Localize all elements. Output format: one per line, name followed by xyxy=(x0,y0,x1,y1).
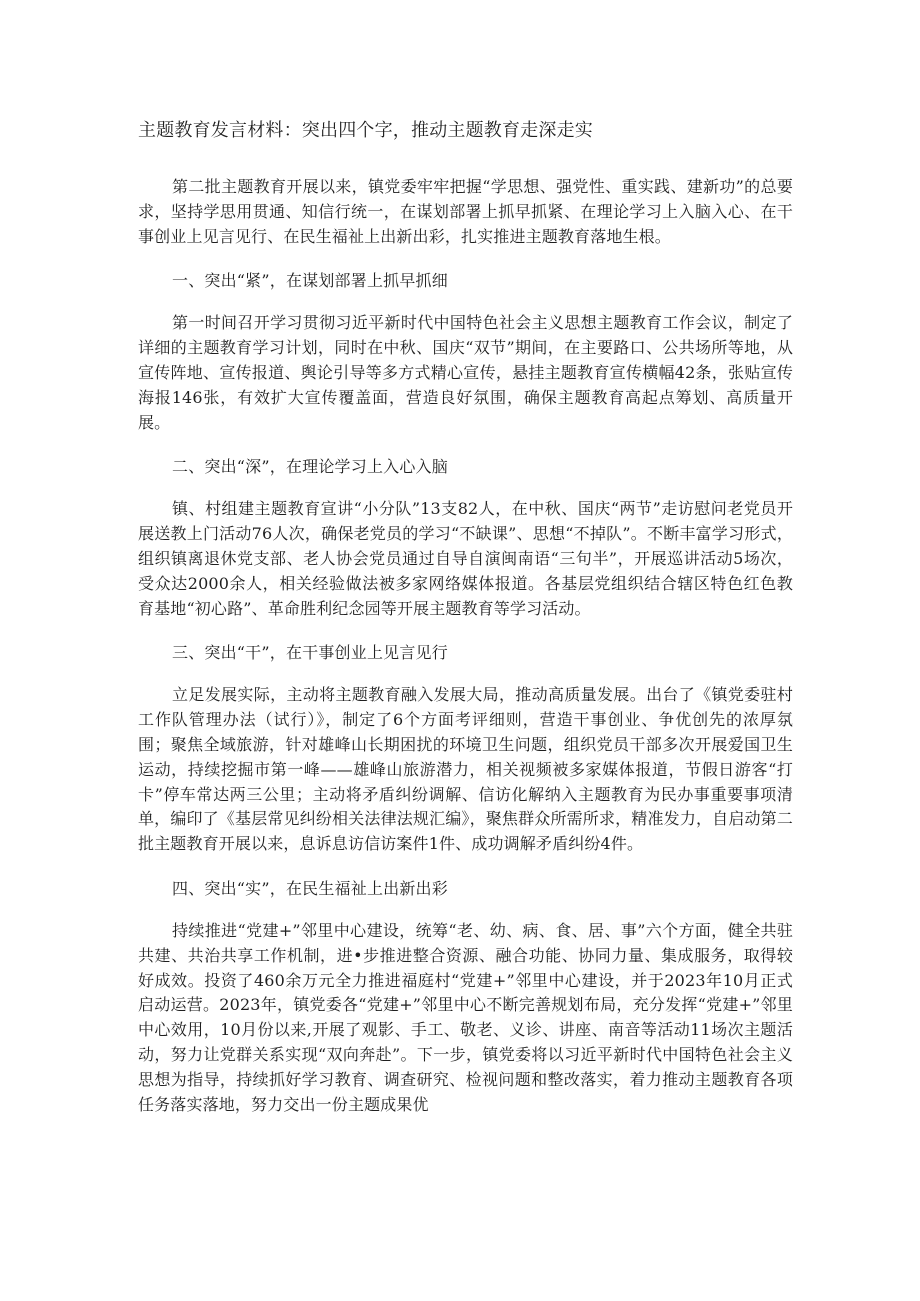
section-1-body: 第一时间召开学习贯彻习近平新时代中国特色社会主义思想主题教育工作会议，制定了详细的主题教育学习计划，同时在中秋、国庆“双节”期间，在主要路口、公共场所等地，从宣传阵地、宣传报道、舆论引导等多方式精心宣传，悬挂主题教育宣传横幅42条，张贴宣传海报146张，有效扩大宣传覆盖面，营造良好氛围，确保主题教育高起点筹划、高质量开展。 xyxy=(138,313,793,432)
section-4-body: 持续推进“党建+”邻里中心建设，统筹“老、幼、病、食、居、事”六个方面，健全共驻共建、共治共享工作机制，进•步推进整合资源、融合功能、协同力量、集成服务，取得较好成效。投资了460余万元全力推进福庭村“党建+”邻里中心建设，并于2023年10月正式启动运营。2023年，镇党委各“党建+”邻里中心不断完善规划布局，充分发挥“党建+”邻里中心效用，10月份以来,开展了观影、手工、敬老、义诊、讲座、南音等活动11场次主题活动，努力让党群关系实现“双向奔赴”。下一步，镇党委将以习近平新时代中国特色社会主义思想为指导，持续抓好学习教育、调查研究、检视问题和整改落实，着力推动主题教育各项任务落实落地，努力交出一份主题成果优 xyxy=(138,920,793,1114)
document-title: 主题教育发言材料：突出四个字，推动主题教育走深走实 xyxy=(138,120,593,141)
section-2-heading: 二、突出“深”，在理论学习上入心入脑 xyxy=(172,457,448,477)
section-1-heading: 一、突出“紧”，在谋划部署上抓早抓细 xyxy=(172,271,448,291)
document-page xyxy=(138,118,793,1117)
section-4-heading: 四、突出“实”，在民生福祉上出新出彩 xyxy=(172,878,448,898)
section-2-body: 镇、村组建主题教育宣讲“小分队”13支82人，在中秋、国庆“两节”走访慰问老党员开展送教上门活动76人次，确保老党员的学习“不缺课”、思想“不掉队”。不断丰富学习形式，组织镇离退休党支部、老人协会党员通过自导自演闽南语“三句半”，开展巡讲活动5场次，受众达2000余人，相关经验做法被多家网络媒体报道。各基层党组织结合辖区特色红色教育基地“初心路”、革命胜利纪念园等开展主题教育等学习活动。 xyxy=(138,499,793,618)
section-3-heading: 三、突出“干”，在干事创业上见言见行 xyxy=(172,643,448,663)
section-3-body: 立足发展实际，主动将主题教育融入发展大局，推动高质量发展。出台了《镇党委驻村工作队管理办法（试行）》，制定了6个方面考评细则，营造干事创业、争优创先的浓厚氛围；聚焦全域旅游，针对雄峰山长期困扰的环境卫生问题，组织党员干部多次开展爱国卫生运动，持续挖掘市第一峰——雄峰山旅游潜力，相关视频被多家媒体报道，节假日游客“打卡”停车常达两三公里；主动将矛盾纠纷调解、信访化解纳入主题教育为民办事重要事项清单，编印了《基层常见纠纷相关法律法规汇编》，聚焦群众所需所求，精准发力，自启动第二批主题教育开展以来，息诉息访信访案件1件、成功调解矛盾纠纷4件。 xyxy=(138,685,793,854)
intro-paragraph: 第二批主题教育开展以来，镇党委牢牢把握“学思想、强党性、重实践、建新功”的总要求，坚持学思用贯通、知信行统一，在谋划部署上抓早抓紧、在理论学习上入脑入心、在干事创业上见言见行、在民生福祉上出新出彩，扎实推进主题教育落地生根。 xyxy=(138,177,793,246)
